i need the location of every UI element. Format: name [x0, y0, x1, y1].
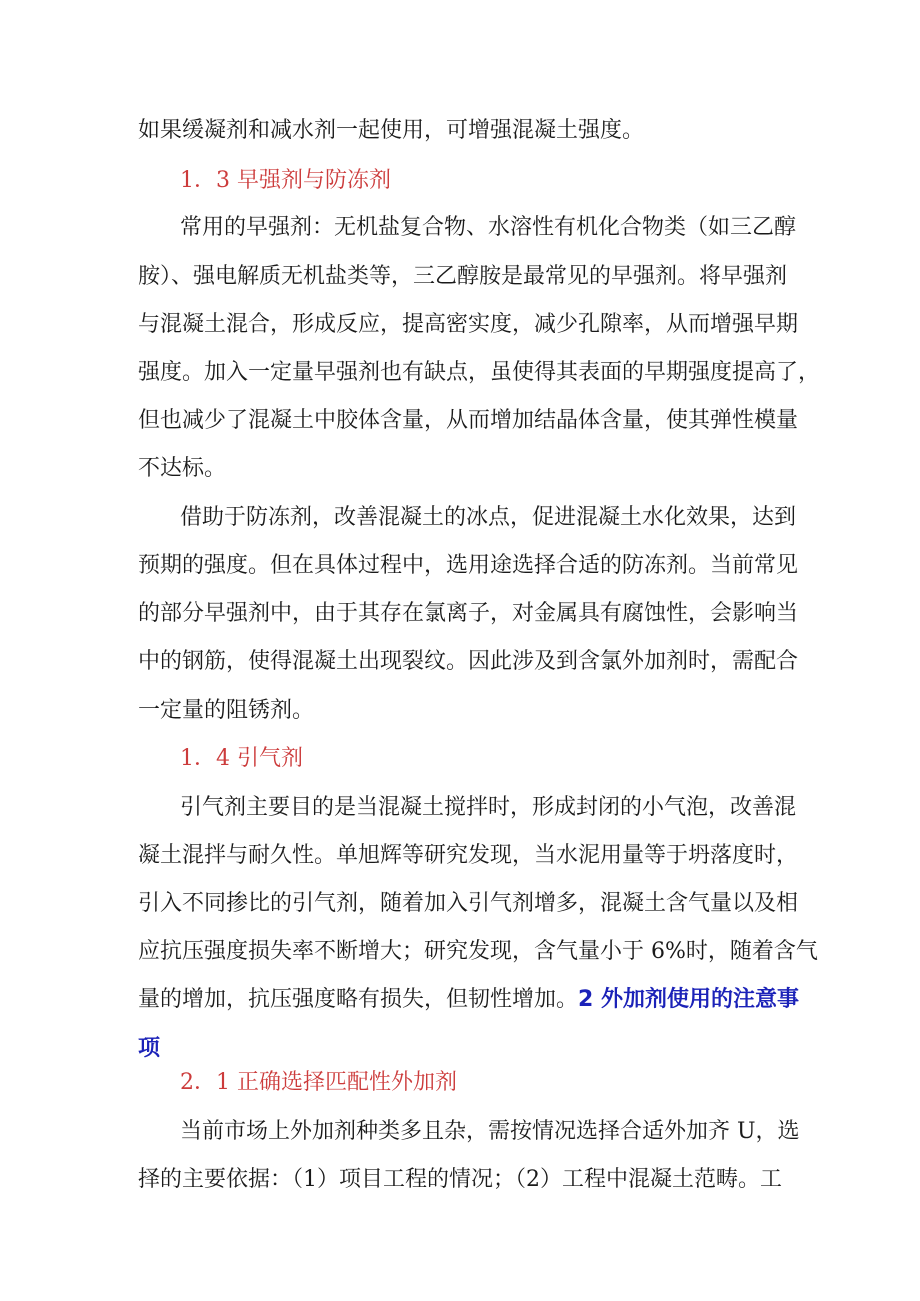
paragraph-line: 预期的强度。但在具体过程中，选用途选择合适的防冻剂。当前常见 — [138, 553, 799, 578]
paragraph-line: 胺）、强电解质无机盐类等，三乙醇胺是最常见的早强剂。将早强剂 — [138, 264, 788, 289]
paragraph-line: 不达标。 — [138, 456, 227, 481]
paragraph-line: 凝土混拌与耐久性。单旭辉等研究发现，当水泥用量等于坍落度时， — [138, 843, 799, 868]
paragraph-line: 与混凝土混合，形成反应，提高密实度，减少孔隙率，从而增强早期 — [138, 312, 799, 337]
paragraph-line: 引气剂主要目的是当混凝土搅拌时，形成封闭的小气泡，改善混 — [180, 795, 797, 820]
paragraph-line: 如果缓凝剂和减水剂一起使用，可增强混凝土强度。 — [138, 118, 645, 143]
paragraph-line-mixed — [138, 985, 799, 1015]
paragraph-line: 的部分早强剂中，由于其存在氯离子，对金属具有腐蚀性，会影响当 — [138, 601, 799, 626]
paragraph-line: 一定量的阻锈剂。 — [138, 698, 315, 723]
paragraph-line: 借助于防冻剂，改善混凝土的冰点，促进混凝土水化效果，达到 — [180, 505, 797, 530]
paragraph-text: 量的增加，抗压强度略有损失，但韧性增加。 — [138, 987, 579, 1012]
paragraph-line: 强度。加入一定量早强剂也有缺点，虽使得其表面的早期强度提高了， — [138, 360, 821, 385]
paragraph-line: 当前市场上外加剂种类多且杂，需按情况选择合适外加齐 U，选 — [180, 1119, 800, 1144]
section-heading-2-cont: 项 — [138, 1036, 161, 1061]
section-heading-1-3: 1．3 早强剂与防冻剂 — [180, 168, 391, 193]
section-heading-1-4: 1．4 引气剂 — [180, 746, 303, 771]
paragraph-line: 但也减少了混凝土中胶体含量，从而增加结晶体含量，使其弹性模量 — [138, 408, 799, 433]
paragraph-line: 引入不同掺比的引气剂，随着加入引气剂增多，混凝土含气量以及相 — [138, 891, 799, 916]
paragraph-line: 常用的早强剂：无机盐复合物、水溶性有机化合物类（如三乙醇 — [180, 215, 797, 240]
paragraph-line: 应抗压强度损失率不断增大；研究发现，含气量小于 6%时，随着含气 — [138, 939, 818, 964]
paragraph-line: 择的主要依据：（1）项目工程的情况；（2）工程中混凝土范畴。工 — [138, 1167, 782, 1192]
paragraph-line: 中的钢筋，使得混凝土出现裂纹。因此涉及到含氯外加剂时，需配合 — [138, 649, 799, 674]
section-heading-2: 2 外加剂使用的注意事 — [578, 987, 799, 1012]
section-heading-2-1: 2．1 正确选择匹配性外加剂 — [180, 1070, 457, 1095]
